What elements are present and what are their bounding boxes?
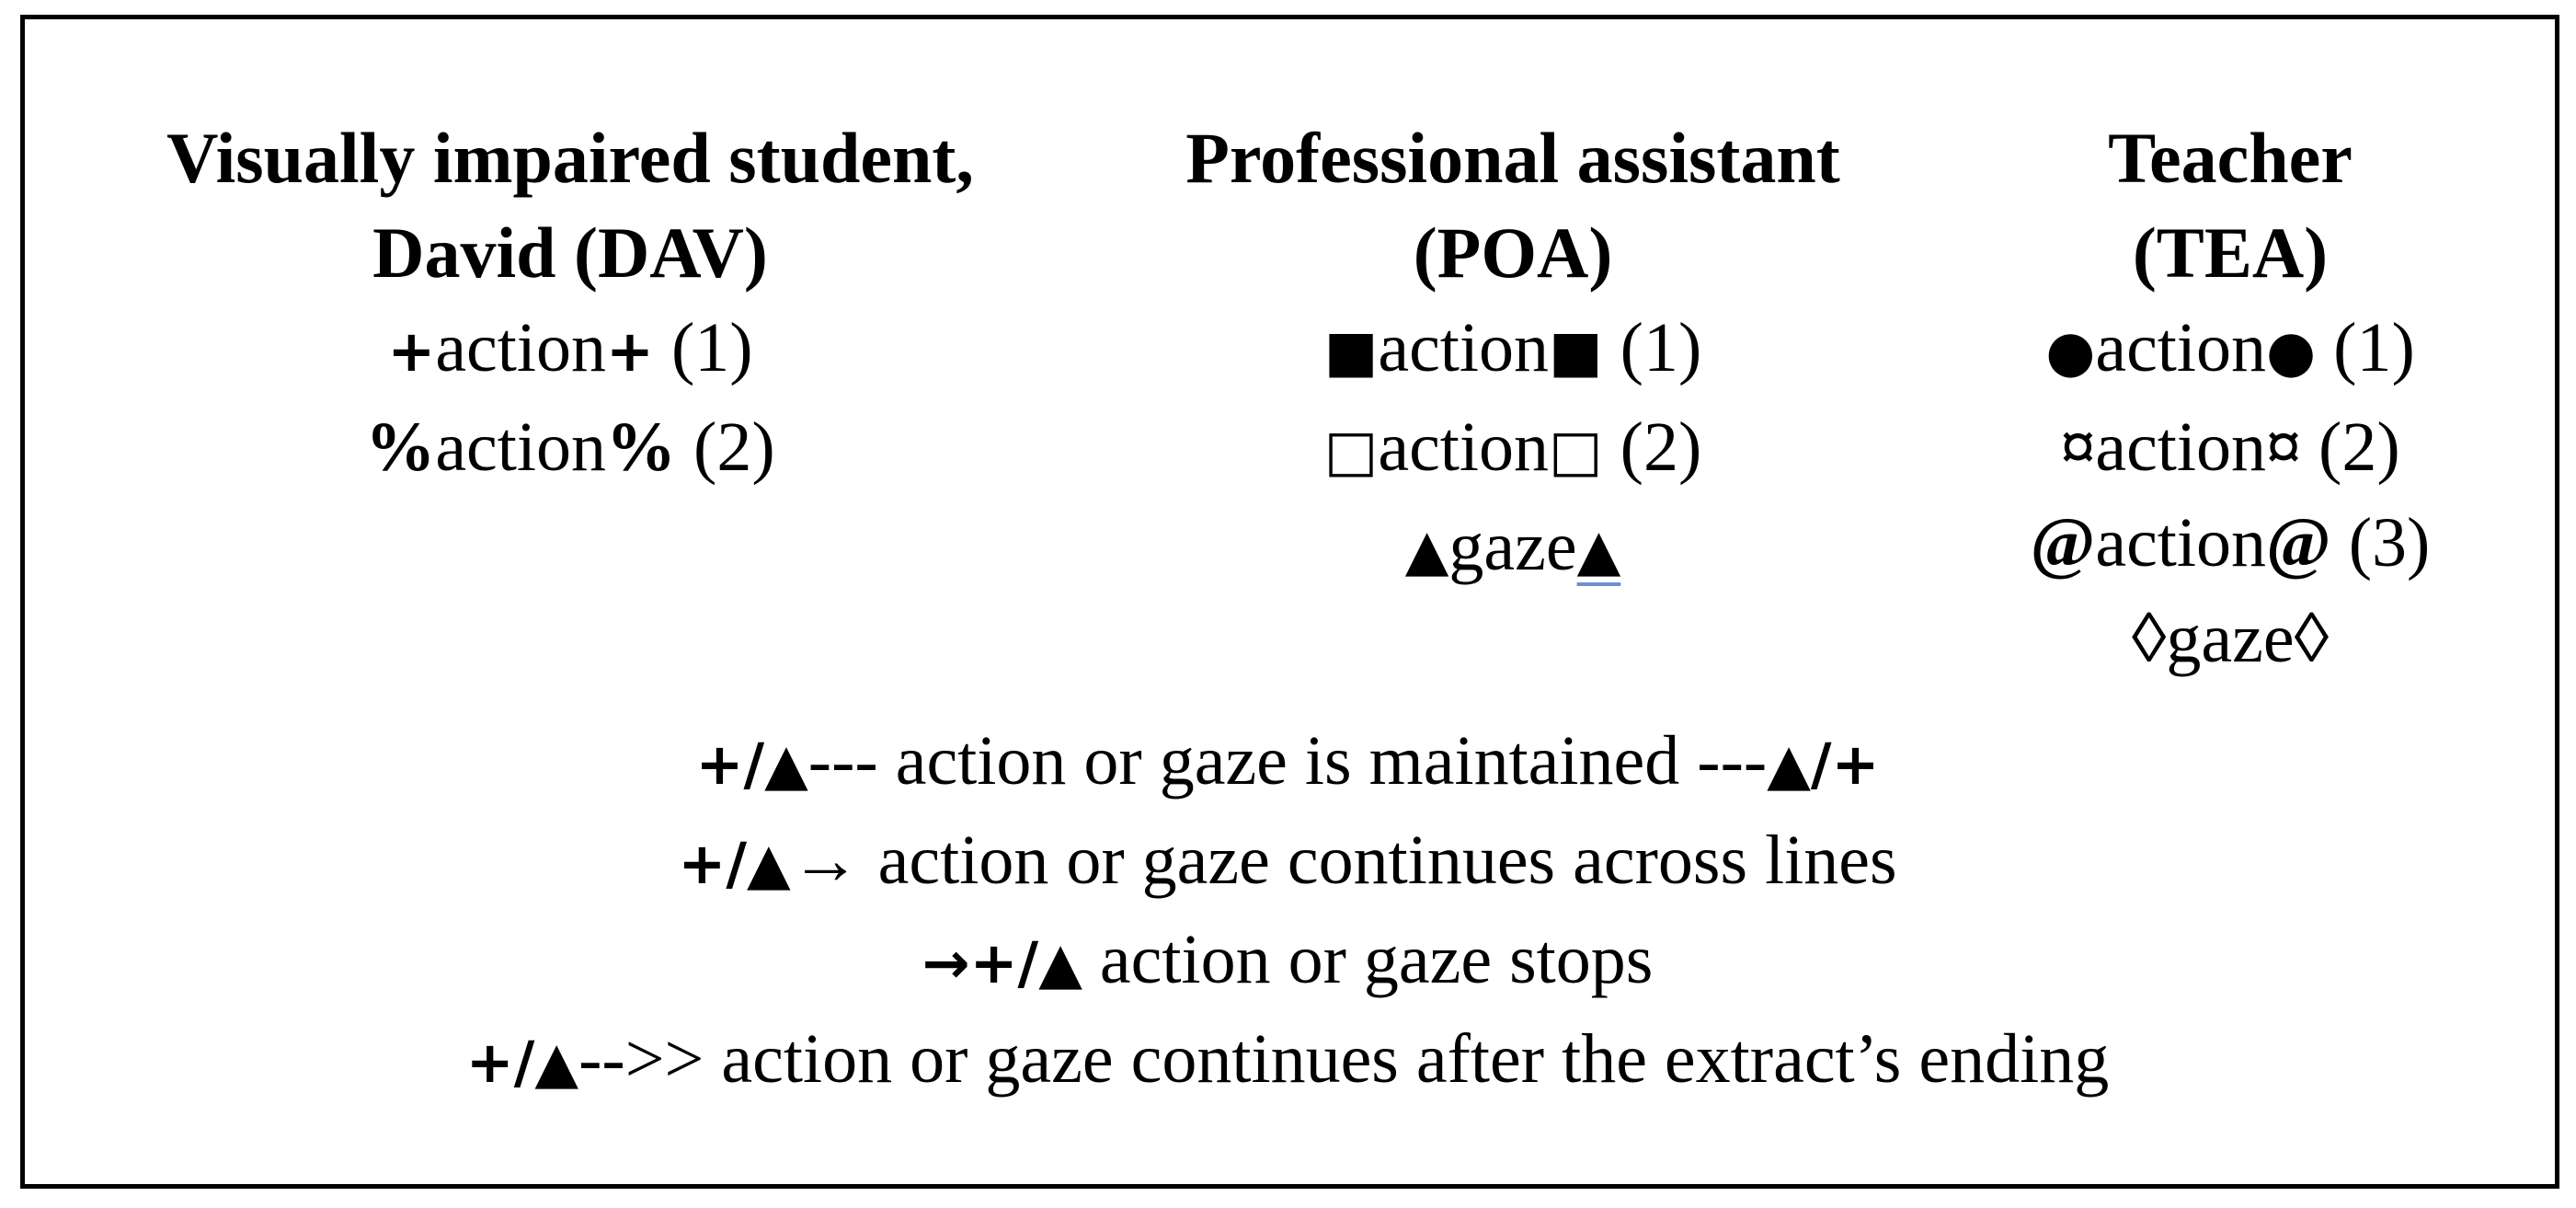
percent-icon: % xyxy=(606,408,677,486)
code-number: (1) xyxy=(653,309,753,386)
arrow-plus-triangle-icon: →+/▲ xyxy=(922,929,1082,996)
teacher-code-3 xyxy=(2031,495,2431,591)
student-heading-line1: Visually impaired student, xyxy=(166,118,974,198)
filled-circle-icon: ● xyxy=(2266,317,2317,385)
triangle-icon: ▲ xyxy=(1576,516,1621,583)
student-code-2 xyxy=(166,399,974,495)
code-number: (2) xyxy=(676,408,775,486)
legend-row-stops xyxy=(466,912,2109,1011)
currency-sign-icon: ¤ xyxy=(2060,408,2096,486)
at-sign-icon: @ xyxy=(2030,504,2096,581)
legend-text: action or gaze stops xyxy=(1082,921,1654,998)
code-number: (2) xyxy=(1602,408,1702,486)
hollow-square-icon: □ xyxy=(1323,417,1379,484)
code-number: (1) xyxy=(1602,309,1702,386)
student-code-1 xyxy=(166,300,974,399)
code-word: action xyxy=(1378,309,1550,386)
code-word: action xyxy=(435,408,607,486)
notation-legend xyxy=(466,713,2109,1110)
triangle-plus-icon: ▲/+ xyxy=(1767,731,1880,798)
code-number: (1) xyxy=(2316,309,2415,386)
legend-row-continues-after xyxy=(466,1011,2109,1110)
code-word: action xyxy=(2095,408,2267,486)
teacher-code-1 xyxy=(2031,300,2431,399)
plus-icon: + xyxy=(387,317,436,385)
legend-row-maintained xyxy=(466,713,2109,812)
legend-text: → action or gaze continues across lines xyxy=(790,822,1897,899)
plus-icon: + xyxy=(606,317,654,385)
lozenge-icon: ◊ xyxy=(2131,600,2167,677)
assistant-code-2 xyxy=(1185,399,1839,499)
legend-text: --- action or gaze is maintained --- xyxy=(807,722,1768,800)
plus-triangle-icon: +/▲ xyxy=(465,1029,579,1096)
teacher-code-2 xyxy=(2031,399,2431,495)
code-word: action xyxy=(2095,504,2267,581)
code-word: action xyxy=(2095,309,2267,386)
code-word: action xyxy=(435,309,607,386)
filled-square-icon: ■ xyxy=(1323,317,1379,385)
filled-square-icon: ■ xyxy=(1549,317,1603,385)
code-word: gaze xyxy=(1448,508,1577,585)
assistant-code-1 xyxy=(1185,300,1839,399)
column-teacher xyxy=(2031,110,2431,686)
currency-sign-icon: ¤ xyxy=(2266,408,2302,486)
plus-triangle-icon: +/▲ xyxy=(695,731,808,798)
code-word: action xyxy=(1378,408,1550,486)
teacher-code-4 xyxy=(2031,591,2431,686)
code-number: (2) xyxy=(2301,408,2400,486)
teacher-heading-line2: (TEA) xyxy=(2132,213,2329,293)
assistant-heading-line1: Professional assistant xyxy=(1185,118,1840,198)
code-word: gaze xyxy=(2166,600,2295,677)
column-student xyxy=(166,110,974,495)
percent-icon: % xyxy=(365,408,436,486)
filled-circle-icon: ● xyxy=(2045,317,2096,385)
teacher-heading-line1: Teacher xyxy=(2108,118,2353,198)
student-heading-line2: David (DAV) xyxy=(372,213,768,293)
at-sign-icon: @ xyxy=(2266,504,2331,581)
code-number: (3) xyxy=(2330,504,2431,581)
plus-triangle-icon: +/▲ xyxy=(678,830,791,897)
lozenge-icon: ◊ xyxy=(2294,600,2330,677)
legend-text: -->> action or gaze continues after the extract’s ending xyxy=(578,1020,2110,1098)
legend-row-continues-across xyxy=(466,812,2109,912)
hollow-square-icon: □ xyxy=(1549,417,1603,484)
column-assistant xyxy=(1185,110,1839,598)
assistant-heading-line2: (POA) xyxy=(1413,213,1613,293)
triangle-icon: ▲ xyxy=(1404,516,1449,583)
assistant-code-3 xyxy=(1185,499,1839,598)
